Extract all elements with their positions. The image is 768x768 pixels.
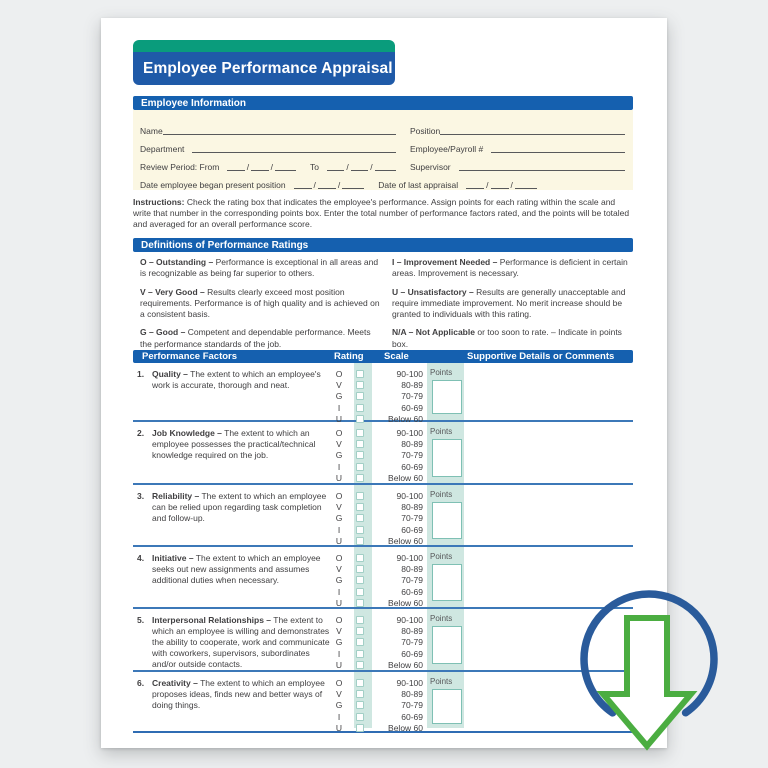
rating-letter: I <box>337 402 341 413</box>
rating-scale-line <box>331 552 425 563</box>
form-title-block <box>133 40 395 85</box>
rating-scale-line <box>331 586 425 597</box>
rating-scale-line <box>331 472 425 483</box>
rating-checkbox[interactable] <box>356 381 364 389</box>
rating-scale-line <box>331 535 425 546</box>
rating-letter: U <box>335 472 343 483</box>
rating-checkbox[interactable] <box>356 429 364 437</box>
date-slash: / <box>370 162 373 172</box>
factor-description: Reliability – The extent to which an employee can be relied upon regarding task completion and follow-up. <box>152 491 327 523</box>
scale-value: 90-100 <box>396 552 423 563</box>
comments-area <box>473 367 633 416</box>
employee-information-panel <box>133 110 633 190</box>
scale-value: Below 60 <box>388 472 423 483</box>
definition-item: G – Good – Competent and dependable performance. Meets the performance standards of the job. <box>140 327 371 349</box>
rating-letter: I <box>337 648 341 659</box>
section-header-label: Definitions of Performance Ratings <box>141 239 309 251</box>
scale-value: Below 60 <box>388 597 423 608</box>
scale-value: 90-100 <box>396 677 423 688</box>
scale-value: 70-79 <box>401 391 423 402</box>
rating-scale-grid <box>331 427 425 483</box>
points-label: Points <box>430 368 453 377</box>
rating-checkbox[interactable] <box>356 526 364 534</box>
rating-checkbox[interactable] <box>356 474 364 482</box>
factor-description: Initiative – The extent to which an employee seeks out new assignments and assumes additional duties when necessary. <box>152 553 321 585</box>
scale-value: 80-89 <box>401 625 423 636</box>
rating-scale-line <box>331 450 425 461</box>
points-box <box>432 439 462 477</box>
rating-letter: U <box>335 659 343 670</box>
rating-letter: G <box>335 637 343 648</box>
table-body <box>133 363 633 733</box>
scale-value: 90-100 <box>396 490 423 501</box>
rating-scale-line <box>331 461 425 472</box>
rating-checkbox[interactable] <box>356 576 364 584</box>
rating-letter: V <box>336 501 342 512</box>
date-slash: / <box>486 180 489 190</box>
rating-checkbox[interactable] <box>356 701 364 709</box>
date-slash: / <box>346 162 349 172</box>
date-segment <box>466 180 484 189</box>
factor-description: Job Knowledge – The extent to which an employee possesses the practical/technical knowledge required on the job. <box>152 428 316 460</box>
position-field-line <box>440 126 625 135</box>
name-label: Name <box>140 126 163 136</box>
points-label: Points <box>430 614 453 623</box>
rating-letter: I <box>337 461 341 472</box>
instructions-body: Check the rating box that indicates the employee's performance. Assign points for each rating within the scale and write that number in the corresponding points box. Enter the total number of performance factors rated, and the points will be totaled and averaged for an overall performance score. <box>133 197 630 229</box>
date-segment <box>227 162 245 171</box>
scale-value: 80-89 <box>401 688 423 699</box>
review-period-label: Review Period: From <box>140 162 220 172</box>
rating-checkbox[interactable] <box>356 638 364 646</box>
scale-value: Below 60 <box>388 535 423 546</box>
rating-letter: V <box>336 438 342 449</box>
rating-scale-line <box>331 648 425 659</box>
rating-checkbox[interactable] <box>356 514 364 522</box>
rating-letter: V <box>336 379 342 390</box>
col-header-rating: Rating <box>334 351 364 362</box>
scale-value: 80-89 <box>401 563 423 574</box>
supervisor-label: Supervisor <box>410 162 451 172</box>
employee-information-header <box>133 96 633 110</box>
scale-value: 60-69 <box>401 461 423 472</box>
scale-value: 60-69 <box>401 402 423 413</box>
factor-description: Creativity – The extent to which an employee proposes ideas, finds new and better ways of doing things. <box>152 678 325 710</box>
table-row <box>133 363 633 422</box>
table-row <box>133 547 633 609</box>
section-header-label: Employee Information <box>141 97 247 109</box>
rating-scale-grid <box>331 614 425 670</box>
rating-checkbox[interactable] <box>356 650 364 658</box>
performance-factors-table <box>133 350 633 733</box>
rating-checkbox[interactable] <box>356 503 364 511</box>
rating-checkbox[interactable] <box>356 404 364 412</box>
definition-item: U – Unsatisfactory – Results are generally unacceptable and require immediate improvement. No merit increase should be granted to individuals with this rating. <box>392 286 626 320</box>
table-header-bar <box>133 350 633 363</box>
table-row <box>133 485 633 547</box>
scale-value: 80-89 <box>401 379 423 390</box>
title-bar <box>133 52 395 85</box>
points-label: Points <box>430 427 453 436</box>
rating-scale-line <box>331 700 425 711</box>
to-label: To <box>310 162 319 172</box>
rating-scale-line <box>331 688 425 699</box>
rating-scale-line <box>331 614 425 625</box>
row-number: 3. <box>137 491 145 501</box>
comments-area <box>473 426 633 479</box>
scale-value: 60-69 <box>401 586 423 597</box>
rating-checkbox[interactable] <box>356 588 364 596</box>
rating-scale-line <box>331 597 425 608</box>
rating-checkbox[interactable] <box>356 537 364 545</box>
definitions-left-column <box>140 257 383 357</box>
col-header-scale: Scale <box>384 351 409 362</box>
page-title: Employee Performance Appraisal <box>143 59 393 77</box>
definitions-panel <box>140 257 633 357</box>
rating-scale-line <box>331 391 425 402</box>
info-row-dates <box>140 172 625 190</box>
rating-scale-grid <box>331 368 425 424</box>
scale-value: 70-79 <box>401 513 423 524</box>
date-segment <box>375 162 396 171</box>
date-segment <box>318 180 336 189</box>
date-slash: / <box>510 180 513 190</box>
definitions-right-column <box>392 257 633 357</box>
date-segment <box>294 180 312 189</box>
supervisor-field-line <box>459 162 625 171</box>
date-segment <box>491 180 509 189</box>
rating-scale-line <box>331 368 425 379</box>
rating-checkbox[interactable] <box>356 440 364 448</box>
points-box <box>432 380 462 414</box>
date-segment <box>275 162 296 171</box>
date-slash: / <box>270 162 273 172</box>
rating-checkbox[interactable] <box>356 565 364 573</box>
rating-checkbox[interactable] <box>356 492 364 500</box>
scale-value: Below 60 <box>388 659 423 670</box>
rating-checkbox[interactable] <box>356 554 364 562</box>
rating-scale-line <box>331 490 425 501</box>
rating-checkbox[interactable] <box>356 599 364 607</box>
scale-value: 60-69 <box>401 711 423 722</box>
row-number: 4. <box>137 553 145 563</box>
points-box <box>432 689 462 724</box>
rating-scale-line <box>331 438 425 449</box>
rating-scale-line <box>331 501 425 512</box>
factor-description: Interpersonal Relationships – The extent to which an employee is willing and demonstrates the ability to cooperate, work and communicate with coworkers, supervisors, subordinates and/or outside contacts. <box>152 615 330 669</box>
download-arrow-icon[interactable] <box>580 588 725 756</box>
department-field-line <box>192 144 396 153</box>
date-segment <box>351 162 369 171</box>
rating-checkbox[interactable] <box>356 679 364 687</box>
info-row-department-payroll <box>140 136 625 154</box>
rating-scale-line <box>331 659 425 670</box>
rating-scale-line <box>331 722 425 733</box>
row-number: 1. <box>137 369 145 379</box>
date-last-label: Date of last appraisal <box>378 180 459 190</box>
rating-letter: U <box>335 535 343 546</box>
date-segment <box>515 180 537 189</box>
rating-scale-line <box>331 625 425 636</box>
rating-letter: U <box>335 722 343 733</box>
scale-value: 60-69 <box>401 648 423 659</box>
points-box <box>432 502 462 539</box>
rating-letter: O <box>335 368 343 379</box>
rating-scale-line <box>331 513 425 524</box>
scale-value: 80-89 <box>401 438 423 449</box>
rating-scale-line <box>331 524 425 535</box>
rating-letter: O <box>335 552 343 563</box>
rating-letter: U <box>335 413 343 424</box>
rating-letter: G <box>335 575 343 586</box>
date-segment <box>327 162 345 171</box>
rating-scale-line <box>331 379 425 390</box>
rating-scale-grid <box>331 677 425 733</box>
date-slash: / <box>246 162 250 172</box>
scale-value: Below 60 <box>388 413 423 424</box>
date-segment <box>251 162 269 171</box>
rating-checkbox[interactable] <box>356 463 364 471</box>
points-label: Points <box>430 490 453 499</box>
rating-letter: O <box>335 427 343 438</box>
rating-checkbox[interactable] <box>356 392 364 400</box>
table-row <box>133 422 633 485</box>
rating-letter: V <box>336 563 342 574</box>
scale-value: Below 60 <box>388 722 423 733</box>
rating-scale-line <box>331 575 425 586</box>
rating-letter: I <box>337 586 341 597</box>
comments-area <box>473 489 633 541</box>
table-row <box>133 672 633 733</box>
rating-letter: V <box>336 688 342 699</box>
rating-checkbox[interactable] <box>356 661 364 669</box>
instructions-lead: Instructions: <box>133 197 185 207</box>
rating-scale-line <box>331 677 425 688</box>
info-row-review-supervisor <box>140 154 625 172</box>
rating-letter: G <box>335 450 343 461</box>
rating-scale-line <box>331 711 425 722</box>
form-content <box>133 18 633 748</box>
date-slash: / <box>337 180 341 190</box>
rating-scale-line <box>331 402 425 413</box>
payroll-field-line <box>491 144 625 153</box>
rating-letter: O <box>335 677 343 688</box>
rating-letter: G <box>335 513 343 524</box>
rating-letter: U <box>335 597 343 608</box>
rating-checkbox[interactable] <box>356 690 364 698</box>
date-slash: / <box>313 180 316 190</box>
title-accent-bar <box>133 40 395 52</box>
col-header-factors: Performance Factors <box>142 351 238 362</box>
rating-checkbox[interactable] <box>356 451 364 459</box>
scale-value: 70-79 <box>401 575 423 586</box>
rating-scale-line <box>331 427 425 438</box>
row-number: 2. <box>137 428 145 438</box>
rating-scale-grid <box>331 490 425 546</box>
definitions-header <box>133 238 633 252</box>
department-label: Department <box>140 144 185 154</box>
rating-letter: I <box>337 711 341 722</box>
rating-letter: V <box>336 625 342 636</box>
rating-letter: G <box>335 391 343 402</box>
definition-item: I – Improvement Needed – Performance is deficient in certain areas. Improvement is necessary. <box>392 257 628 279</box>
date-segment <box>342 180 364 189</box>
row-number: 5. <box>137 615 145 625</box>
rating-letter: I <box>337 524 341 535</box>
scale-value: 70-79 <box>401 637 423 648</box>
name-field-line <box>163 126 396 135</box>
definition-item: V – Very Good – Results clearly exceed most position requirements. Performance is of high quality and is achieved on a consistent basis. <box>140 286 380 320</box>
rating-letter: O <box>335 490 343 501</box>
points-box <box>432 626 462 664</box>
scale-value: 80-89 <box>401 501 423 512</box>
factor-description: Quality – The extent to which an employee's work is accurate, thorough and neat. <box>152 369 321 390</box>
rating-scale-line <box>331 563 425 574</box>
rating-checkbox[interactable] <box>356 370 364 378</box>
date-began-label: Date employee began present position <box>140 180 286 190</box>
points-label: Points <box>430 677 453 686</box>
rating-letter: O <box>335 614 343 625</box>
position-label: Position <box>410 126 441 136</box>
rating-scale-line <box>331 637 425 648</box>
scale-value: 70-79 <box>401 450 423 461</box>
scale-value: 90-100 <box>396 368 423 379</box>
info-row-name-position <box>140 118 625 136</box>
scale-value: 60-69 <box>401 524 423 535</box>
scale-value: 90-100 <box>396 427 423 438</box>
download-arrow <box>603 618 691 746</box>
scale-value: 70-79 <box>401 700 423 711</box>
instructions-text <box>133 197 633 229</box>
payroll-label: Employee/Payroll # <box>410 144 484 154</box>
definition-item: O – Outstanding – Performance is exceptional in all areas and is recognizable as being far superior to others. <box>140 257 379 279</box>
table-row <box>133 609 633 672</box>
row-number: 6. <box>137 678 145 688</box>
rating-letter: G <box>335 700 343 711</box>
rating-checkbox[interactable] <box>356 713 364 721</box>
rating-checkbox[interactable] <box>356 724 364 732</box>
rating-checkbox[interactable] <box>356 627 364 635</box>
definition-item: N/A – Not Applicable or too soon to rate. – Indicate in points box. <box>392 327 622 349</box>
rating-scale-grid <box>331 552 425 608</box>
scale-value: 90-100 <box>396 614 423 625</box>
points-label: Points <box>430 552 453 561</box>
col-header-comments: Supportive Details or Comments <box>467 351 615 362</box>
points-box <box>432 564 462 601</box>
rating-checkbox[interactable] <box>356 616 364 624</box>
